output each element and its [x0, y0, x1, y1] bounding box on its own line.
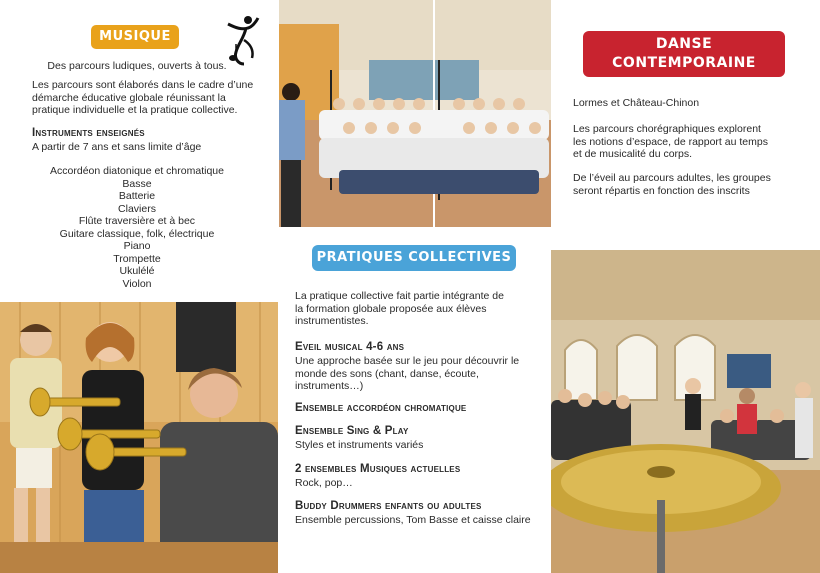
instrument-item: Guitare classique, folk, électrique: [59, 227, 215, 240]
danse-title-pill: [583, 31, 785, 77]
danse-paragraph-line: et de musicalité du corps.: [573, 148, 693, 160]
photo-choir: [279, 0, 551, 227]
eveil-heading: Eveil musical 4-6 ans: [295, 341, 405, 353]
actuelles-text: Rock, pop…: [295, 477, 353, 489]
photo-brass-lesson: [0, 302, 278, 573]
actuelles-heading: 2 ensembles Musiques actuelles: [295, 463, 461, 475]
instrument-item: Batterie: [118, 190, 156, 202]
pratiques-title-pill: [312, 245, 516, 271]
danse-paragraph-line: seront répartis en fonction des inscrits: [573, 184, 750, 197]
musique-title-pill: [91, 25, 179, 49]
singplay-text: Styles et instruments variés: [295, 439, 424, 451]
danse-location: Lormes et Château-Chinon: [573, 97, 700, 109]
danse-paragraph-line: De l’éveil au parcours adultes, les groupes: [573, 172, 771, 184]
eveil-text-line: Une approche basée sur le jeu pour découvrir le: [295, 355, 520, 367]
instruments-heading: Instruments enseignés: [32, 127, 145, 139]
pratiques-intro: [295, 290, 545, 328]
buddy-heading: Buddy Drummers enfants ou adultes: [295, 500, 482, 512]
photo-dance-class: [551, 250, 820, 573]
danse-paragraph-line: Les parcours chorégraphiques explorent: [573, 123, 761, 135]
eveil-text: [295, 355, 545, 393]
instrument-item: Piano: [123, 240, 151, 252]
musique-paragraph-line: Les parcours sont élaborés dans le cadre d’une: [32, 79, 254, 91]
accordeon-heading: Ensemble accordéon chromatique: [295, 402, 467, 414]
danse-paragraph-2: [573, 172, 813, 197]
danse-paragraph-line: les notions d’espace, de rapport au temps: [573, 135, 768, 148]
eveil-text-line: instruments…): [295, 380, 364, 392]
pratiques-title: PRATIQUES COLLECTIVES: [316, 250, 512, 265]
instrument-item: Violon: [122, 277, 152, 290]
pratiques-intro-line: instrumentistes.: [295, 315, 369, 327]
instrument-item: Claviers: [118, 202, 156, 215]
musique-intro: Des parcours ludiques, ouverts à tous.: [47, 60, 227, 72]
buddy-text: Ensemble percussions, Tom Basse et caisse claire: [295, 514, 531, 526]
eveil-text-line: monde des sons (chant, danse, écoute,: [295, 367, 479, 380]
danse-title-line1: DANSE: [655, 36, 713, 52]
danse-title-line2: CONTEMPORAINE: [612, 55, 756, 71]
musique-paragraph-line: pratique individuelle et la pratique collective.: [32, 104, 238, 116]
musique-paragraph-line: démarche éducative globale réunissant la: [32, 91, 226, 104]
musique-paragraph: [32, 79, 272, 117]
pratiques-intro-line: La pratique collective fait partie intégrante de: [295, 290, 504, 302]
instrument-item: Flûte traversière et à bec: [78, 215, 196, 227]
singplay-heading: Ensemble Sing & Play: [295, 425, 409, 437]
danse-paragraph-1: [573, 123, 813, 161]
instrument-item: Trompette: [113, 252, 161, 265]
instruments-subtitle: A partir de 7 ans et sans limite d’âge: [32, 141, 202, 153]
musique-title: MUSIQUE: [99, 29, 171, 44]
instruments-list: [32, 165, 242, 290]
instrument-item: Basse: [122, 177, 152, 190]
instrument-item: Ukulélé: [119, 265, 155, 277]
pratiques-intro-line: la formation globale proposée aux élèves: [295, 302, 487, 315]
instrument-item: Accordéon diatonique et chromatique: [50, 165, 224, 177]
